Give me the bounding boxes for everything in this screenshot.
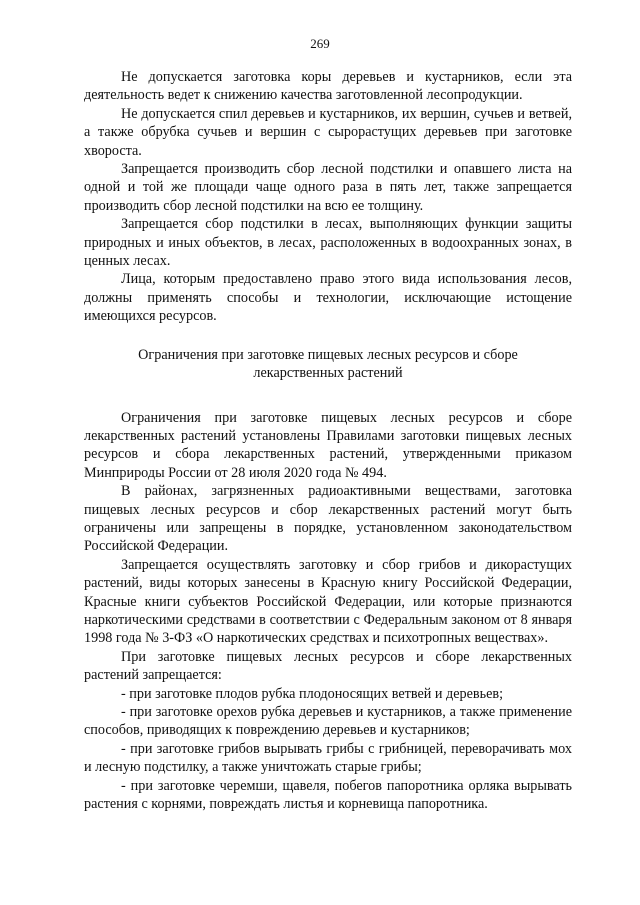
list-item-fruits: - при заготовке плодов рубка плодоносящих ветвей и деревьев; [121,685,504,702]
paragraph-bark-harvest: Не допускается заготовка коры деревьев и кустарников, если эта деятельность ведет к снижению качества заготовленной лесопродукции. [84,69,572,104]
paragraph-litter-collection-frequency: Запрещается производить сбор лесной подстилки и опавшего листа на одной и той же площади чаще одного раза в пять лет, также запрещается производить сбор лесной подстилки на всю ее толщину. [84,161,572,214]
paragraph-radioactive-areas: В районах, загрязненных радиоактивными веществами, заготовка пищевых лесных ресурсов и сбор лекарственных растений могут быть ограничены или запрещены в порядке, установленном законодательством Российской Федерации. [84,483,572,555]
document-body [84,68,572,813]
list-item-wild-plants: - при заготовке черемши, щавеля, побегов папоротника орляка вырывать растения с корнями, повреждать листья и корневища папоротника. [84,777,572,813]
paragraph-rules-reference: Ограничения при заготовке пищевых лесных ресурсов и сборе лекарственных растений установлены Правилами заготовки пищевых лесных ресурсов и сбора лекарственных растений, утвержденными приказом Минприроды России от 28 июля 2020 года № 494. [84,409,572,481]
page-number: 269 [310,36,330,51]
paragraph-prohibited-intro: При заготовке пищевых лесных ресурсов и сборе лекарственных растений запрещается: [84,648,572,684]
list-item-mushrooms: - при заготовке грибов вырывать грибы с грибницей, переворачивать мох и лесную подстилку, а также уничтожать старые грибы; [84,740,572,776]
paragraph-resource-depletion: Лица, которым предоставлено право этого вида использования лесов, должны применять способы и технологии, исключающие истощение имеющихся ресурсов. [84,271,572,325]
paragraph-litter-protected-forests: Запрещается сбор подстилки в лесах, выполняющих функции защиты природных и иных объектов, в лесах, расположенных в водоохранных зонах, в ценных лесах. [84,216,572,270]
section-heading: Ограничения при заготовке пищевых лесных ресурсов и сборе лекарственных растений [138,346,518,382]
paragraph-brushwood-harvest: Не допускается спил деревьев и кустарников, их вершин, сучьев и ветвей, а также обрубка сучьев и вершин с сырорастущих деревьев при заготовке хвороста. [84,105,572,159]
list-item-nuts: - при заготовке орехов рубка деревьев и кустарников, а также применение способов, приводящих к повреждению деревьев и кустарников; [84,704,572,739]
paragraph-red-book-prohibition: Запрещается осуществлять заготовку и сбор грибов и дикорастущих растений, виды которых занесены в Красную книгу Российской Федерации, Красные книги субъектов Российской Федерации, или которые признаются наркотическими средствами в соответствии с Федеральным законом от 8 января 1998 года № 3-ФЗ «О наркотических средствах и психотропных веществах». [84,556,572,647]
